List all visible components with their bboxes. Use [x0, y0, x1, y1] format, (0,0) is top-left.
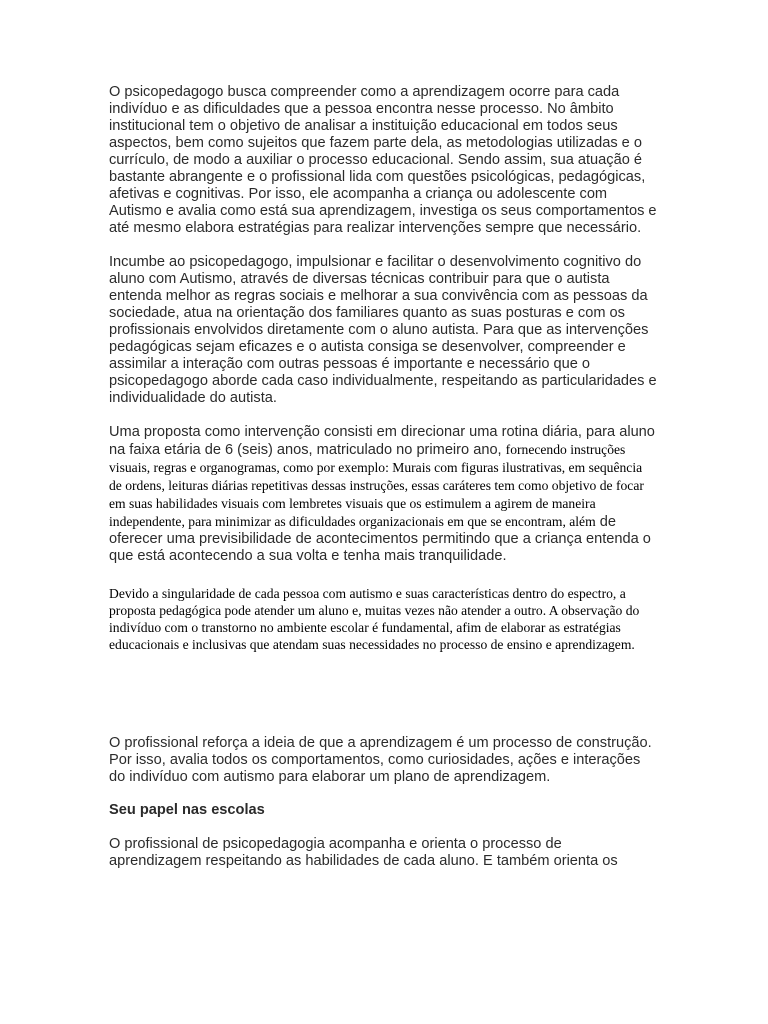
paragraph-proposta-sans-end: de oferecer uma previsibilidade de acontecimentos permitindo que a criança entenda o que está acontecendo a sua volta e tenha mais tranquilidade. — [109, 514, 651, 564]
section-heading: Seu papel nas escolas — [109, 802, 265, 818]
paragraph-proposta-sans-start: Uma proposta como intervenção consisti em direcionar uma rotina diária, para aluno na faixa etária de 6 (seis) anos, matriculado no primeiro ano, — [109, 424, 655, 458]
paragraph-proposta — [109, 424, 657, 565]
paragraph-reforca: O profissional reforça a ideia de que a aprendizagem é um processo de construção. Por isso, avalia todos os comportamentos, como curiosidades, ações e interações do indivíduo com autismo para elaborar um plano de aprendizagem. — [109, 735, 652, 785]
paragraph-singularidade: Devido a singularidade de cada pessoa com autismo e suas características dentro do espectro, a proposta pedagógica pode atender um aluno e, muitas vezes não atender a outro. A observação do indivíduo com o transtorno no ambiente escolar é fundamental, afim de elaborar as estratégias educacionais e inclusivas que atendam suas necessidades no processo de ensino e aprendizagem. — [109, 586, 640, 652]
paragraph-papel: O profissional de psicopedagogia acompanha e orienta o processo de aprendizagem respeitando as habilidades de cada aluno. E também orienta os — [109, 836, 618, 869]
document-page — [109, 84, 657, 870]
paragraph-incumbe: Incumbe ao psicopedagogo, impulsionar e facilitar o desenvolvimento cognitivo do aluno com Autismo, através de diversas técnicas contribuir para que o autista entenda melhor as regras sociais e melhorar a sua convivência com as pessoas da sociedade, atua na orientação dos familiares quanto as suas posturas e com os profissionais envolvidos diretamente com o aluno autista. Para que as intervenções pedagógicas sejam eficazes e o autista consiga se desenvolver, compreender e assimilar a interação com outras pessoas é importante e necessário que o psicopedagogo aborde cada caso individualmente, respeitando as particularidades e individualidade do autista. — [109, 254, 657, 406]
paragraph-intro: O psicopedagogo busca compreender como a aprendizagem ocorre para cada indivíduo e as dificuldades que a pessoa encontra nesse processo. No âmbito institucional tem o objetivo de analisar a instituição educacional em todos seus aspectos, bem como sujeitos que fazem parte dela, as metodologias utilizadas e o currículo, de modo a auxiliar o processo educacional. Sendo assim, sua atuação é bastante abrangente e o profissional lida com questões psicológicas, pedagógicas, afetivas e cognitivas. Por isso, ele acompanha a criança ou adolescente com Autismo e avalia como está sua aprendizagem, investiga os seus comportamentos e até mesmo elabora estratégias para realizar intervenções sempre que necessário. — [109, 84, 657, 236]
paragraph-proposta-serif: fornecendo instruções visuais, regras e organogramas, como por exemplo: Murais com figuras ilustrativas, em sequência de ordens, leituras diárias repetitivas dessas instruções, essas caráteres tem como objetivo de focar em suas habilidades visuais com lembretes visuais que os estimulem a agirem de maneira independente, para minimizar as dificuldades organizacionais em que se encontram, além — [109, 442, 644, 529]
